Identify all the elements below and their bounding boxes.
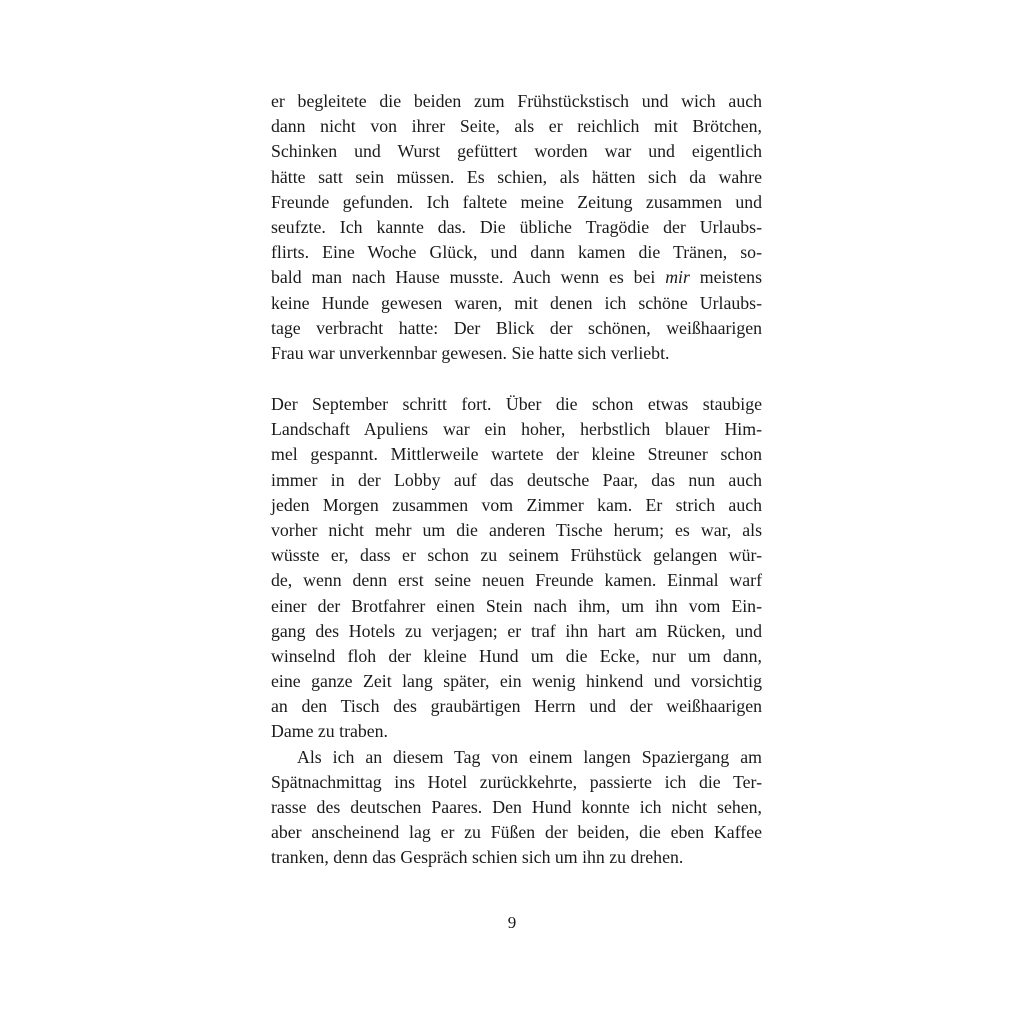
text-line: an den Tisch des graubärtigen Herrn und der weißhaarigen: [271, 696, 762, 717]
text-line: Landschaft Apuliens war ein hoher, herbstlich blauer Him-: [271, 419, 762, 440]
text-line: Freunde gefunden. Ich faltete meine Zeitung zusammen und: [271, 191, 762, 212]
text-segment: bald man nach Hause musste. Auch wenn es bei: [271, 267, 666, 288]
paragraph-2: [271, 392, 762, 871]
text-line: tage verbracht hatte: Der Blick der schönen, weißhaarigen: [271, 317, 762, 338]
text-line: vorher nicht mehr um die anderen Tische herum; es war, als: [271, 519, 762, 540]
text-line: Frau war unverkennbar gewesen. Sie hatte sich verliebt.: [271, 342, 670, 363]
text-line: gang des Hotels zu verjagen; er traf ihn hart am Rücken, und: [271, 620, 762, 641]
text-line: eine ganze Zeit lang später, ein wenig hinkend und vorsichtig: [271, 671, 762, 692]
text-line: rasse des deutschen Paares. Den Hund konnte ich nicht sehen,: [271, 797, 762, 817]
text-line: dann nicht von ihrer Seite, als er reichlich mit Brötchen,: [271, 116, 762, 137]
page-number: 9: [507, 913, 517, 932]
paragraph-1: [271, 89, 762, 366]
text-line: Schinken und Wurst gefüttert worden war und eigentlich: [271, 141, 762, 162]
text-line: Als ich an diesem Tag von einem langen Spaziergang am: [297, 746, 762, 767]
text-segment: meistens: [689, 267, 762, 288]
text-line: mel gespannt. Mittlerweile wartete der kleine Streuner schon: [271, 444, 762, 465]
text-line: immer in der Lobby auf das deutsche Paar, das nun auch: [271, 469, 762, 490]
text-line: de, wenn denn erst seine neuen Freunde kamen. Einmal warf: [271, 570, 762, 591]
text-line: tranken, denn das Gespräch schien sich um ihn zu drehen.: [271, 847, 684, 868]
text-line: hätte satt sein müssen. Es schien, als hätten sich da wahre: [271, 166, 762, 187]
text-line: seufzte. Ich kannte das. Die übliche Tragödie der Urlaubs-: [271, 216, 762, 237]
text-line: wüsste er, dass er schon zu seinem Frühstück gelangen wür-: [271, 545, 762, 566]
text-line: Spätnachmittag ins Hotel zurückkehrte, passierte ich die Ter-: [271, 771, 762, 792]
text-line: Der September schritt fort. Über die schon etwas staubige: [271, 394, 762, 414]
text-line: keine Hunde gewesen waren, mit denen ich schöne Urlaubs-: [271, 292, 762, 313]
text-line: Dame zu traben.: [271, 721, 389, 742]
text-line: er begleitete die beiden zum Frühstückstisch und wich auch: [271, 91, 762, 111]
text-line: flirts. Eine Woche Glück, und dann kamen die Tränen, so-: [271, 242, 762, 263]
text-line: winselnd floh der kleine Hund um die Ecke, nur um dann,: [271, 645, 762, 666]
text-line-with-emphasis: [271, 265, 762, 290]
text-line: einer der Brotfahrer einen Stein nach ihm, um ihn vom Ein-: [271, 595, 762, 616]
emphasis-word: mir: [665, 267, 690, 288]
text-line: aber anscheinend lag er zu Füßen der beiden, die eben Kaffee: [271, 822, 762, 843]
text-line: jeden Morgen zusammen vom Zimmer kam. Er strich auch: [271, 494, 762, 515]
